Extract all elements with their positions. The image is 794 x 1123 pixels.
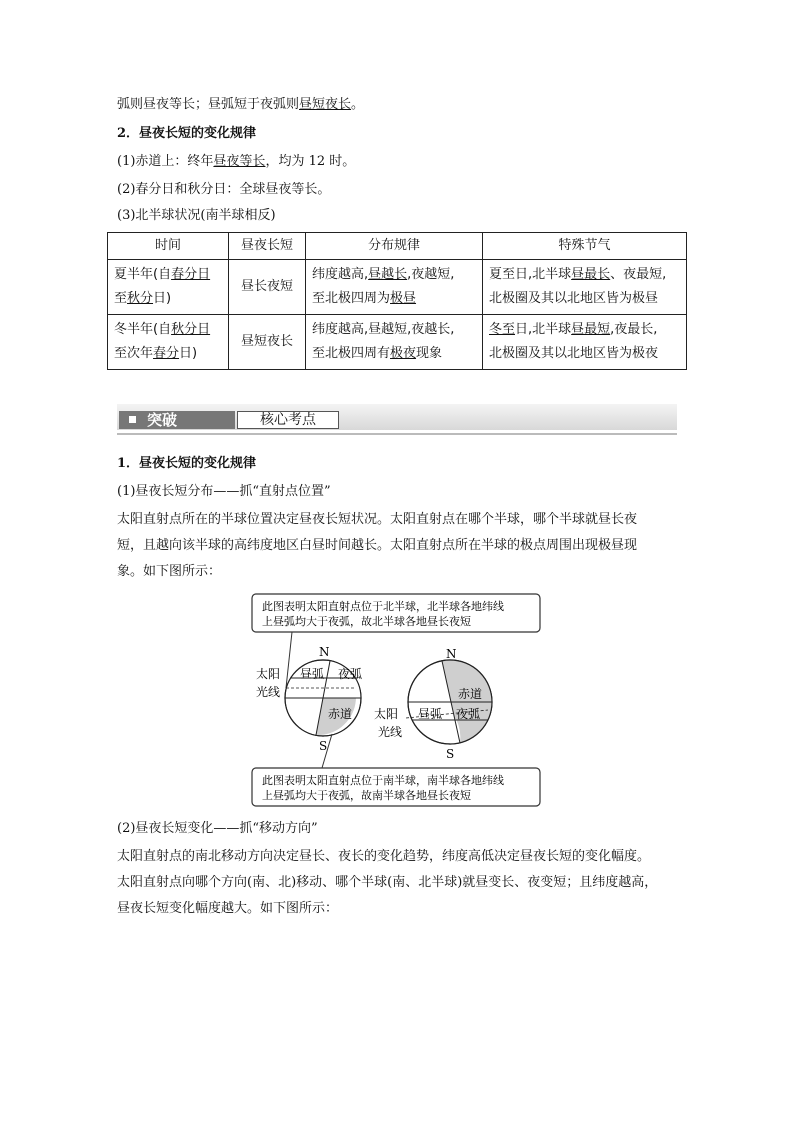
right-ray-label-1: 太阳	[374, 707, 399, 721]
item1-underlined: 昼夜等长	[213, 154, 266, 169]
cell-text: 冬半年(自	[114, 322, 172, 337]
body-sub1: (1)昼夜长短分布——抓“直射点位置”	[117, 484, 331, 499]
right-day-arc-label: 昼弧	[418, 707, 443, 721]
table-cell-time	[108, 315, 229, 370]
cell-underlined: 春分	[153, 346, 180, 361]
cell-underlined: 春分日	[171, 267, 211, 282]
right-night-arc-label: 夜弧	[456, 707, 481, 721]
top-caption-l2: 上昼弧均大于夜弧，故北半球各地昼长夜短	[262, 615, 471, 628]
left-equator-label: 赤道	[328, 707, 353, 721]
intro-underlined: 昼短夜长	[299, 97, 352, 112]
table-cell-term	[483, 315, 687, 370]
bottom-caption-l2: 上昼弧均大于夜弧，故南半球各地昼长夜短	[262, 789, 471, 802]
body-p1-l2: 短，且越向该半球的高纬度地区白昼时间越长。太阳直射点所在半球的极点周围出现极昼现	[117, 538, 638, 553]
table-cell-time	[108, 260, 229, 315]
table-cell-term	[483, 260, 687, 315]
left-ray-label-2: 光线	[256, 685, 281, 699]
intro-line	[117, 96, 364, 114]
body-p2-l3: 昼夜长短变化幅度越大。如下图所示：	[117, 901, 339, 916]
section2-heading: 2．昼夜长短的变化规律	[117, 126, 257, 141]
banner-rule	[117, 433, 677, 435]
cell-underlined: 秋分日	[171, 322, 211, 337]
cell-underlined: 昼越长	[368, 267, 408, 282]
table-header: 分布规律	[306, 233, 483, 260]
cell-text: 纬度越高,昼越短,夜越长,	[312, 322, 455, 337]
cell-text: 纬度越高,	[312, 267, 369, 282]
left-globe	[256, 645, 362, 753]
cell-underlined: 冬至	[489, 322, 516, 337]
cell-text: 现象	[416, 346, 443, 361]
body-p1-l1: 太阳直射点所在的半球位置决定昼夜长短状况。太阳直射点在哪个半球，哪个半球就昼长夜	[117, 512, 638, 527]
left-day-arc-label: 昼弧	[300, 667, 325, 681]
cell-text: ,夜最长,	[610, 322, 658, 337]
table-header: 特殊节气	[483, 233, 687, 260]
table-cell-rule	[306, 315, 483, 370]
left-night-arc-label: 夜弧	[338, 667, 363, 681]
cell-text: 北极圈及其以北地区皆为极夜	[489, 346, 659, 361]
body-p1-l3: 象。如下图所示：	[117, 564, 222, 579]
body-p2-l1: 太阳直射点的南北移动方向决定昼长、夜长的变化趋势，纬度高低决定昼夜长短的变化幅度。	[117, 849, 651, 864]
left-n-label: N	[319, 645, 330, 659]
body-p2-l2: 太阳直射点向哪个方向(南、北)移动、哪个半球(南、北半球)就昼变长、夜变短；且纬度越高，	[117, 875, 658, 890]
section-banner	[117, 396, 677, 436]
banner-label-breakthrough: 突破	[147, 411, 178, 429]
table-header-row	[108, 233, 687, 260]
table-header: 昼夜长短	[229, 233, 306, 260]
intro-end: 。	[351, 97, 365, 112]
left-s-label: S	[319, 739, 328, 753]
cell-underlined: 极夜	[390, 346, 417, 361]
cell-underlined: 昼最短	[571, 322, 611, 337]
cell-text: 日)	[153, 291, 172, 306]
section2-item1	[117, 153, 355, 171]
day-night-figure	[230, 592, 550, 812]
table-cell-length: 昼长夜短	[229, 260, 306, 315]
right-n-label: N	[446, 647, 457, 661]
table-cell-length: 昼短夜长	[229, 315, 306, 370]
item1-text: (1)赤道上：终年	[117, 154, 214, 169]
cell-underlined: 秋分	[127, 291, 154, 306]
section2-item3: (3)北半球状况(南半球相反)	[117, 208, 276, 223]
cell-text: 至次年	[114, 346, 154, 361]
body-sub2: (2)昼夜长短变化——抓“移动方向”	[117, 821, 318, 836]
right-s-label: S	[446, 747, 455, 761]
banner-square-icon	[129, 416, 136, 423]
cell-text: 北极圈及其以北地区皆为极昼	[489, 291, 659, 306]
table-header: 时间	[108, 233, 229, 260]
table-row	[108, 315, 687, 370]
cell-text: 至北极四周为	[312, 291, 391, 306]
top-caption-l1: 此图表明太阳直射点位于北半球，北半球各地纬线	[262, 600, 504, 613]
section2-item2: (2)春分日和秋分日：全球昼夜等长。	[117, 182, 331, 197]
cell-text: 至北极四周有	[312, 346, 391, 361]
bottom-caption-l1: 此图表明太阳直射点位于南半球，南半球各地纬线	[262, 774, 504, 787]
cell-text: 日,北半球	[515, 322, 572, 337]
banner-label-core: 核心考点	[237, 411, 339, 429]
cell-text: ,夜越短,	[407, 267, 455, 282]
right-equator-label: 赤道	[458, 687, 483, 701]
cell-text: 日)	[179, 346, 198, 361]
cell-text: 夏半年(自	[114, 267, 172, 282]
cell-text: 至	[114, 291, 128, 306]
item1-end: ，均为 12 时。	[265, 154, 356, 169]
intro-text: 弧则昼夜等长；昼弧短于夜弧则	[117, 97, 300, 112]
body-heading: 1．昼夜长短的变化规律	[117, 456, 257, 471]
table-cell-rule	[306, 260, 483, 315]
cell-underlined: 昼最长	[571, 267, 611, 282]
table-row	[108, 260, 687, 315]
right-ray-label-2: 光线	[378, 725, 403, 739]
cell-text: 夏至日,北半球	[489, 267, 572, 282]
left-ray-label-1: 太阳	[256, 667, 281, 681]
day-night-table	[107, 232, 687, 370]
cell-underlined: 极昼	[390, 291, 417, 306]
right-globe	[374, 647, 492, 761]
cell-text: 、夜最短,	[610, 267, 667, 282]
